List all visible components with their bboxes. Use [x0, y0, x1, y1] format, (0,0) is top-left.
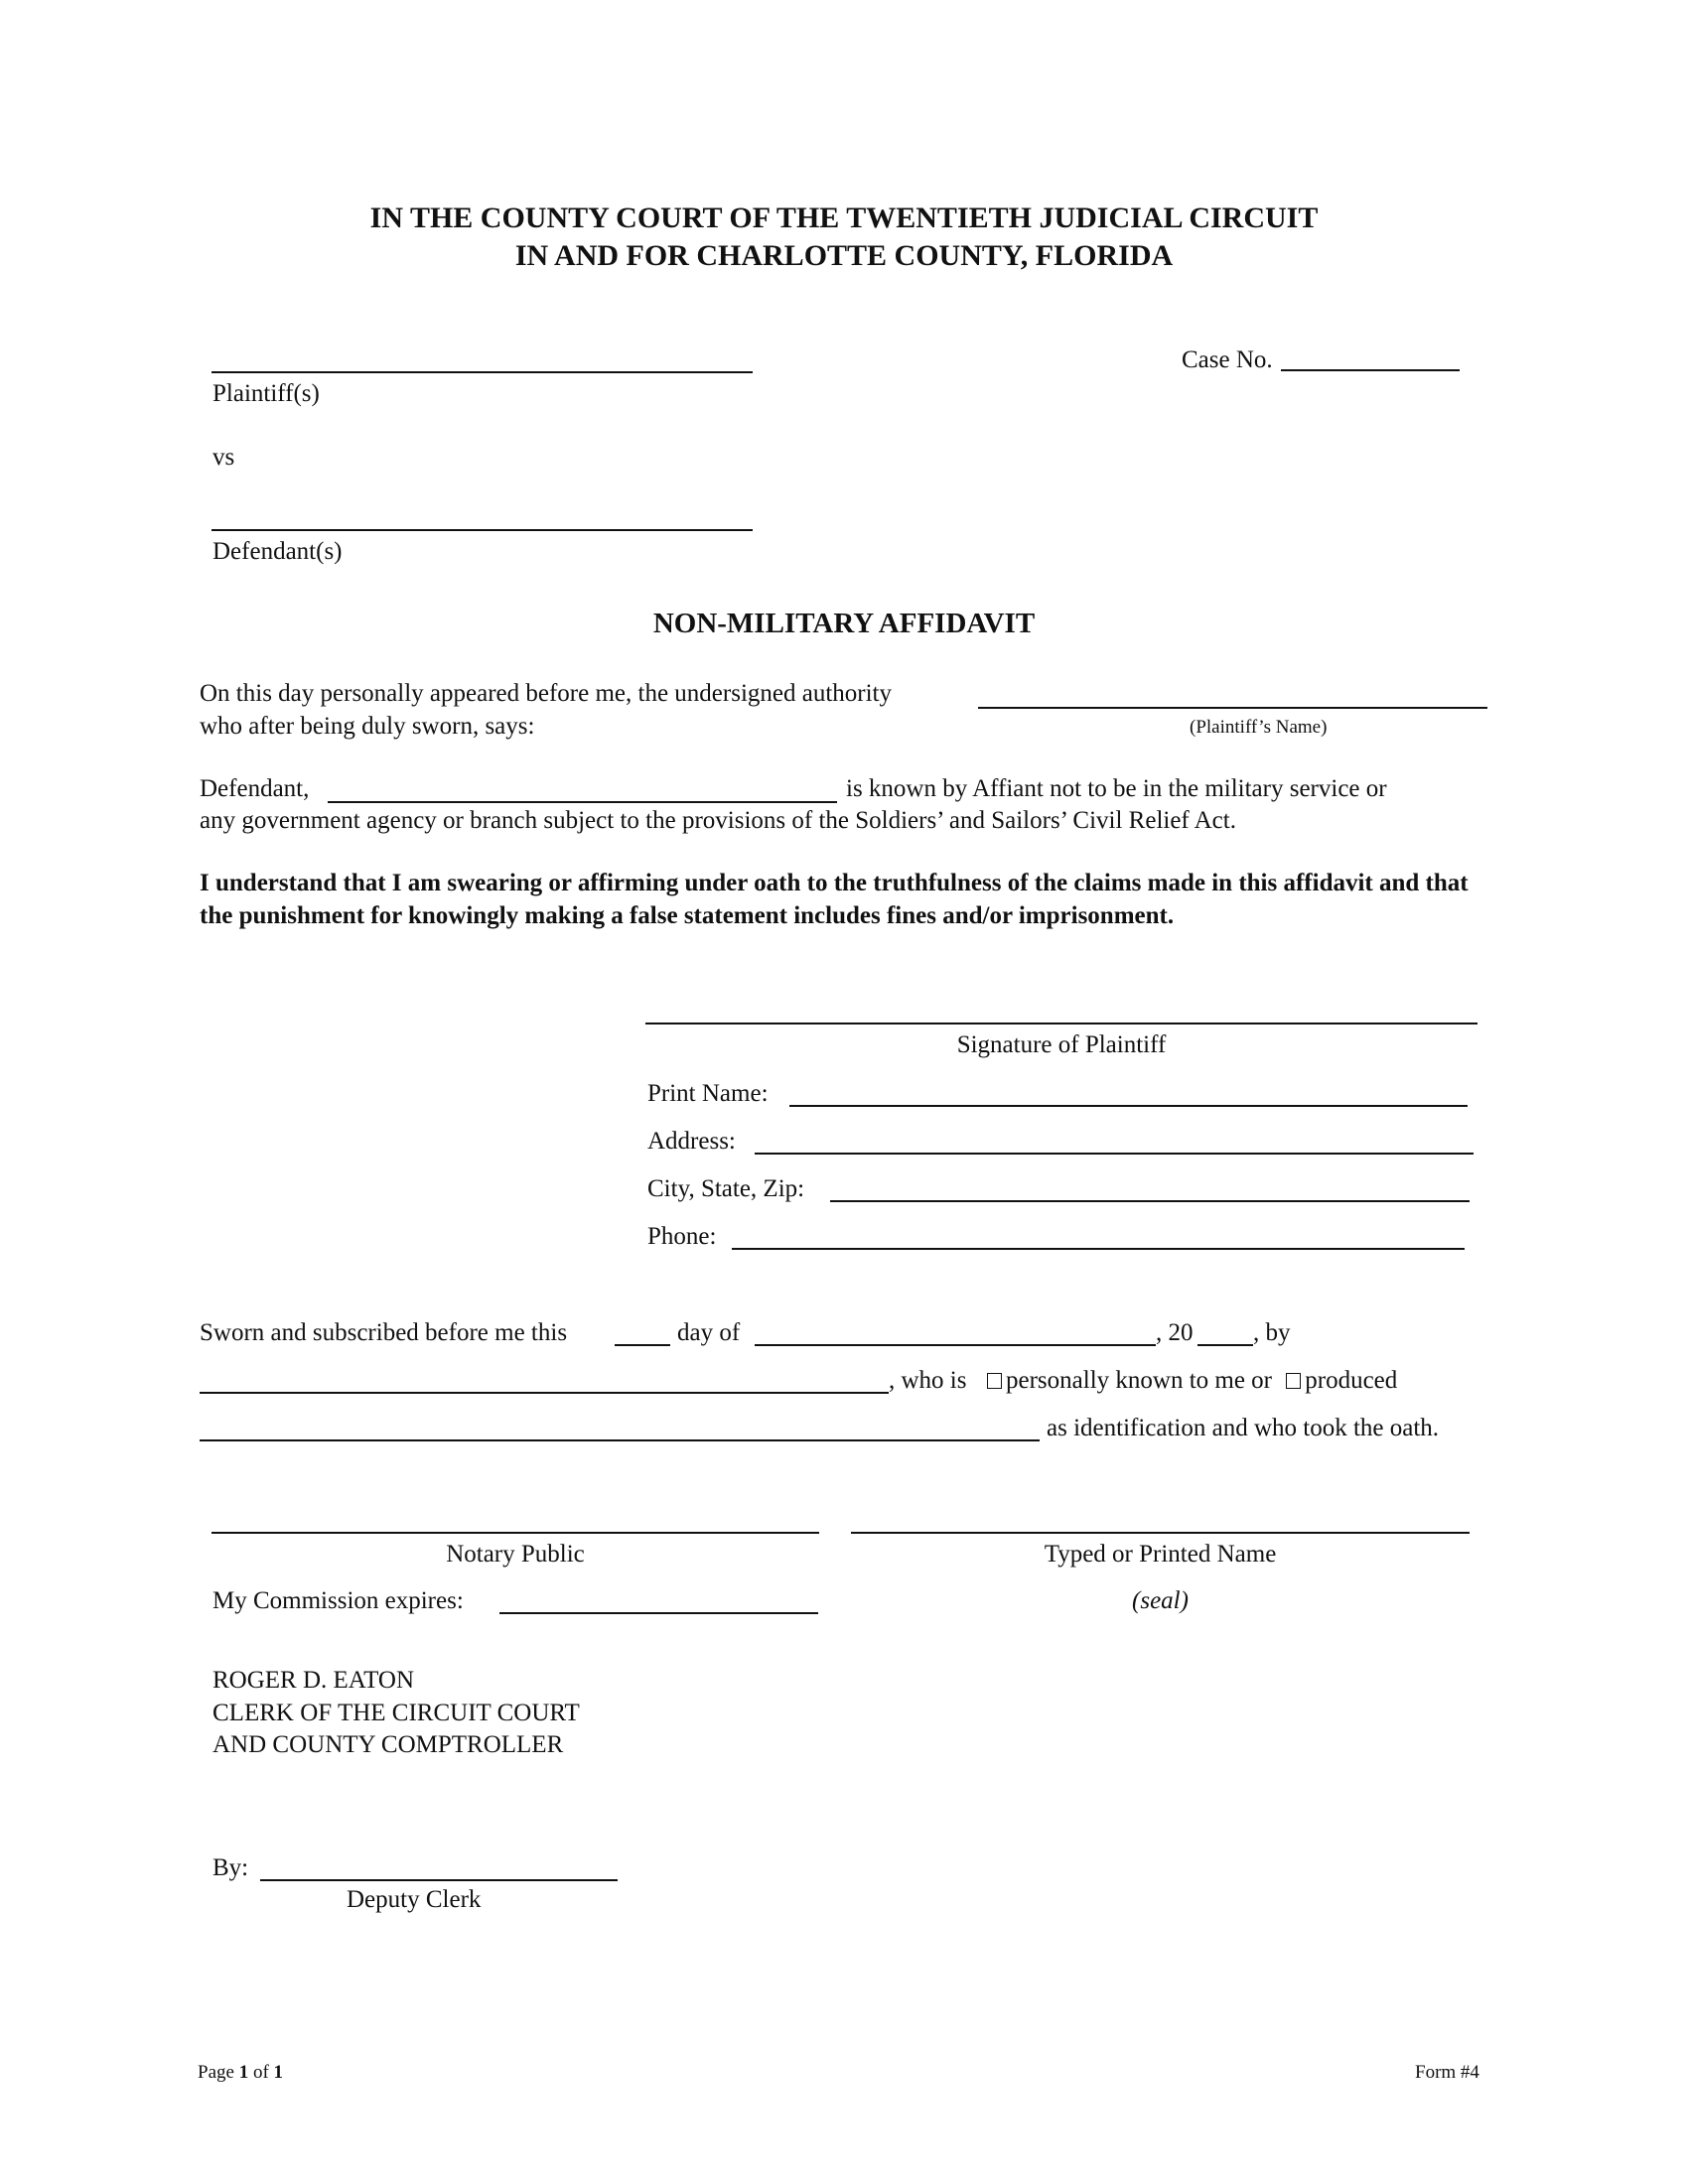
sworn-says-text: who after being duly sworn, says:	[200, 713, 535, 740]
clerk-title-2: AND COUNTY COMPTROLLER	[212, 1731, 564, 1758]
appearance-text: On this day personally appeared before me, the undersigned authority	[200, 680, 892, 707]
deputy-clerk-label: Deputy Clerk	[347, 1886, 482, 1913]
phone-label: Phone:	[647, 1223, 717, 1250]
of-word: of	[252, 2062, 269, 2083]
identification-text: as identification and who took the oath.	[1047, 1415, 1440, 1441]
jurat-day-field[interactable]	[615, 1344, 670, 1346]
produced-checkbox[interactable]	[1286, 1373, 1301, 1389]
court-heading-line-1: IN THE COUNTY COURT OF THE TWENTIETH JUDICIAL CIRCUIT	[369, 202, 1319, 234]
personally-known-checkbox[interactable]	[987, 1373, 1002, 1389]
who-is-text: , who is	[889, 1367, 967, 1394]
form-number: Form #4	[1415, 2062, 1479, 2083]
defendant-label: Defendant(s)	[212, 538, 343, 565]
phone-field[interactable]	[732, 1248, 1465, 1250]
plaintiff-name-caption: (Plaintiff’s Name)	[1190, 717, 1328, 738]
personally-known-text: personally known to me or	[1006, 1367, 1273, 1394]
by-text: , by	[1253, 1319, 1291, 1346]
typed-name-field[interactable]	[851, 1532, 1470, 1534]
affiant-name-field[interactable]	[200, 1392, 889, 1394]
typed-name-label: Typed or Printed Name	[1044, 1541, 1277, 1568]
produced-text: produced	[1305, 1367, 1398, 1394]
clerk-name: ROGER D. EATON	[212, 1667, 415, 1694]
city-state-zip-label: City, State, Zip:	[647, 1175, 805, 1202]
notary-public-label: Notary Public	[446, 1541, 585, 1568]
page-number	[198, 2063, 283, 2082]
clerk-title-1: CLERK OF THE CIRCUIT COURT	[212, 1700, 580, 1726]
city-state-zip-field[interactable]	[830, 1200, 1470, 1202]
deputy-clerk-signature-field[interactable]	[260, 1879, 618, 1881]
defendant-name-field[interactable]	[328, 801, 837, 803]
page-total: 1	[273, 2062, 284, 2083]
commission-expires-label: My Commission expires:	[212, 1587, 464, 1614]
defendant-prefix: Defendant,	[200, 775, 310, 802]
day-of-text: day of	[677, 1319, 741, 1346]
by-label: By:	[212, 1854, 249, 1881]
relief-act-text: any government agency or branch subject to the provisions of the Soldiers’ and Sailors’ Civil Relief Act.	[200, 807, 1236, 834]
commission-expires-field[interactable]	[499, 1612, 818, 1614]
plaintiff-label: Plaintiff(s)	[212, 380, 320, 407]
case-no-label: Case No.	[1182, 346, 1273, 373]
oath-statement: I understand that I am swearing or affirming under oath to the truthfulness of the claims made in this affidavit and that the punishment for knowingly making a false statement includes fines and/or imprisonment.	[200, 870, 1469, 929]
print-name-label: Print Name:	[647, 1080, 769, 1107]
vs-label: vs	[212, 444, 235, 471]
address-field[interactable]	[755, 1153, 1474, 1155]
case-no-field[interactable]	[1281, 369, 1460, 371]
notary-signature-field[interactable]	[211, 1532, 819, 1534]
seal-label: (seal)	[1132, 1587, 1189, 1614]
signature-label: Signature of Plaintiff	[956, 1031, 1167, 1058]
court-heading-line-2: IN AND FOR CHARLOTTE COUNTY, FLORIDA	[514, 239, 1174, 272]
sworn-subscribed-text: Sworn and subscribed before me this	[200, 1319, 568, 1346]
defendant-field[interactable]	[211, 529, 753, 531]
page-word: Page	[198, 2062, 234, 2083]
address-label: Address:	[647, 1128, 736, 1155]
print-name-field[interactable]	[789, 1105, 1468, 1107]
document-title: NON-MILITARY AFFIDAVIT	[652, 608, 1036, 639]
plaintiff-field[interactable]	[211, 371, 753, 373]
page-current: 1	[238, 2062, 249, 2083]
identification-field[interactable]	[200, 1439, 1040, 1441]
jurat-month-field[interactable]	[755, 1344, 1156, 1346]
plaintiff-name-field[interactable]	[978, 707, 1487, 709]
plaintiff-signature-field[interactable]	[645, 1023, 1477, 1024]
jurat-year-field[interactable]	[1197, 1344, 1253, 1346]
personally-known-option[interactable]	[985, 1368, 1397, 1393]
defendant-statement-suffix: is known by Affiant not to be in the military service or	[846, 775, 1387, 802]
year-prefix-text: , 20	[1156, 1319, 1194, 1346]
